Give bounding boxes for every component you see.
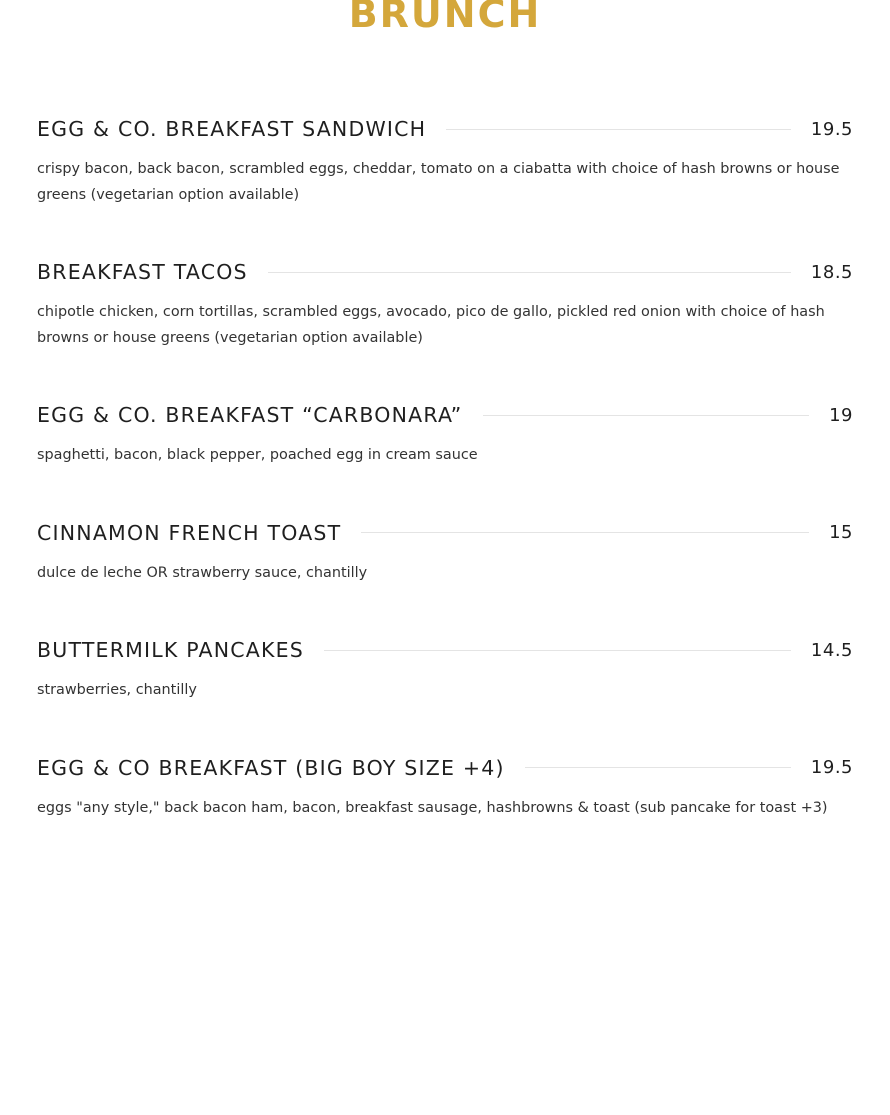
menu-item-name: BUTTERMILK PANCAKES [37, 638, 305, 662]
menu-item [37, 634, 853, 752]
menu-item-name: BREAKFAST TACOS [37, 260, 248, 284]
dotted-leader [268, 272, 791, 273]
menu-item [37, 399, 853, 517]
menu-item-description: crispy bacon, back bacon, scrambled eggs, cheddar, tomato on a ciabatta with choice of hash browns or house greens (vegetarian option available) [37, 161, 840, 203]
dotted-leader [483, 415, 810, 416]
menu-item-header [37, 113, 853, 145]
menu-item-header [37, 752, 853, 784]
menu-item-description: dulce de leche OR strawberry sauce, chantilly [37, 564, 368, 581]
menu-item [37, 517, 853, 635]
menu-item-header [37, 517, 853, 549]
menu-item [37, 256, 853, 399]
menu-item [37, 113, 853, 256]
dotted-leader [446, 129, 791, 130]
menu-list [37, 113, 853, 869]
menu-item-price: 19.5 [810, 118, 853, 140]
menu-item-price: 15 [829, 522, 853, 543]
menu-item-name: EGG & CO. BREAKFAST “CARBONARA” [37, 403, 463, 427]
menu-item-price: 18.5 [810, 261, 853, 283]
menu-item-price: 19 [829, 404, 853, 426]
menu-item-description: strawberries, chantilly [37, 682, 197, 698]
menu-item-description: eggs "any style," back bacon ham, bacon, breakfast sausage, hashbrowns & toast (sub pancake for toast +3) [37, 799, 828, 816]
menu-item-header [37, 256, 853, 288]
dotted-leader [361, 532, 809, 533]
menu-item-description: chipotle chicken, corn tortillas, scrambled eggs, avocado, pico de gallo, pickled red onion with choice of hash browns or house greens (vegetarian option available) [37, 304, 825, 346]
menu-item-name: CINNAMON FRENCH TOAST [37, 520, 342, 545]
section-title: BRUNCH [348, 0, 542, 36]
menu-item-name: EGG & CO. BREAKFAST SANDWICH [37, 117, 427, 141]
menu-item-price: 19.5 [810, 757, 853, 778]
menu-item-price: 14.5 [810, 639, 853, 661]
menu-item-name: EGG & CO BREAKFAST (BIG BOY SIZE +4) [37, 755, 505, 780]
menu-item-description: spaghetti, bacon, black pepper, poached egg in cream sauce [37, 447, 478, 463]
menu-item [37, 752, 853, 870]
menu-item-header [37, 399, 853, 431]
dotted-leader [525, 767, 791, 768]
menu-item-header [37, 634, 853, 666]
dotted-leader [324, 650, 791, 651]
